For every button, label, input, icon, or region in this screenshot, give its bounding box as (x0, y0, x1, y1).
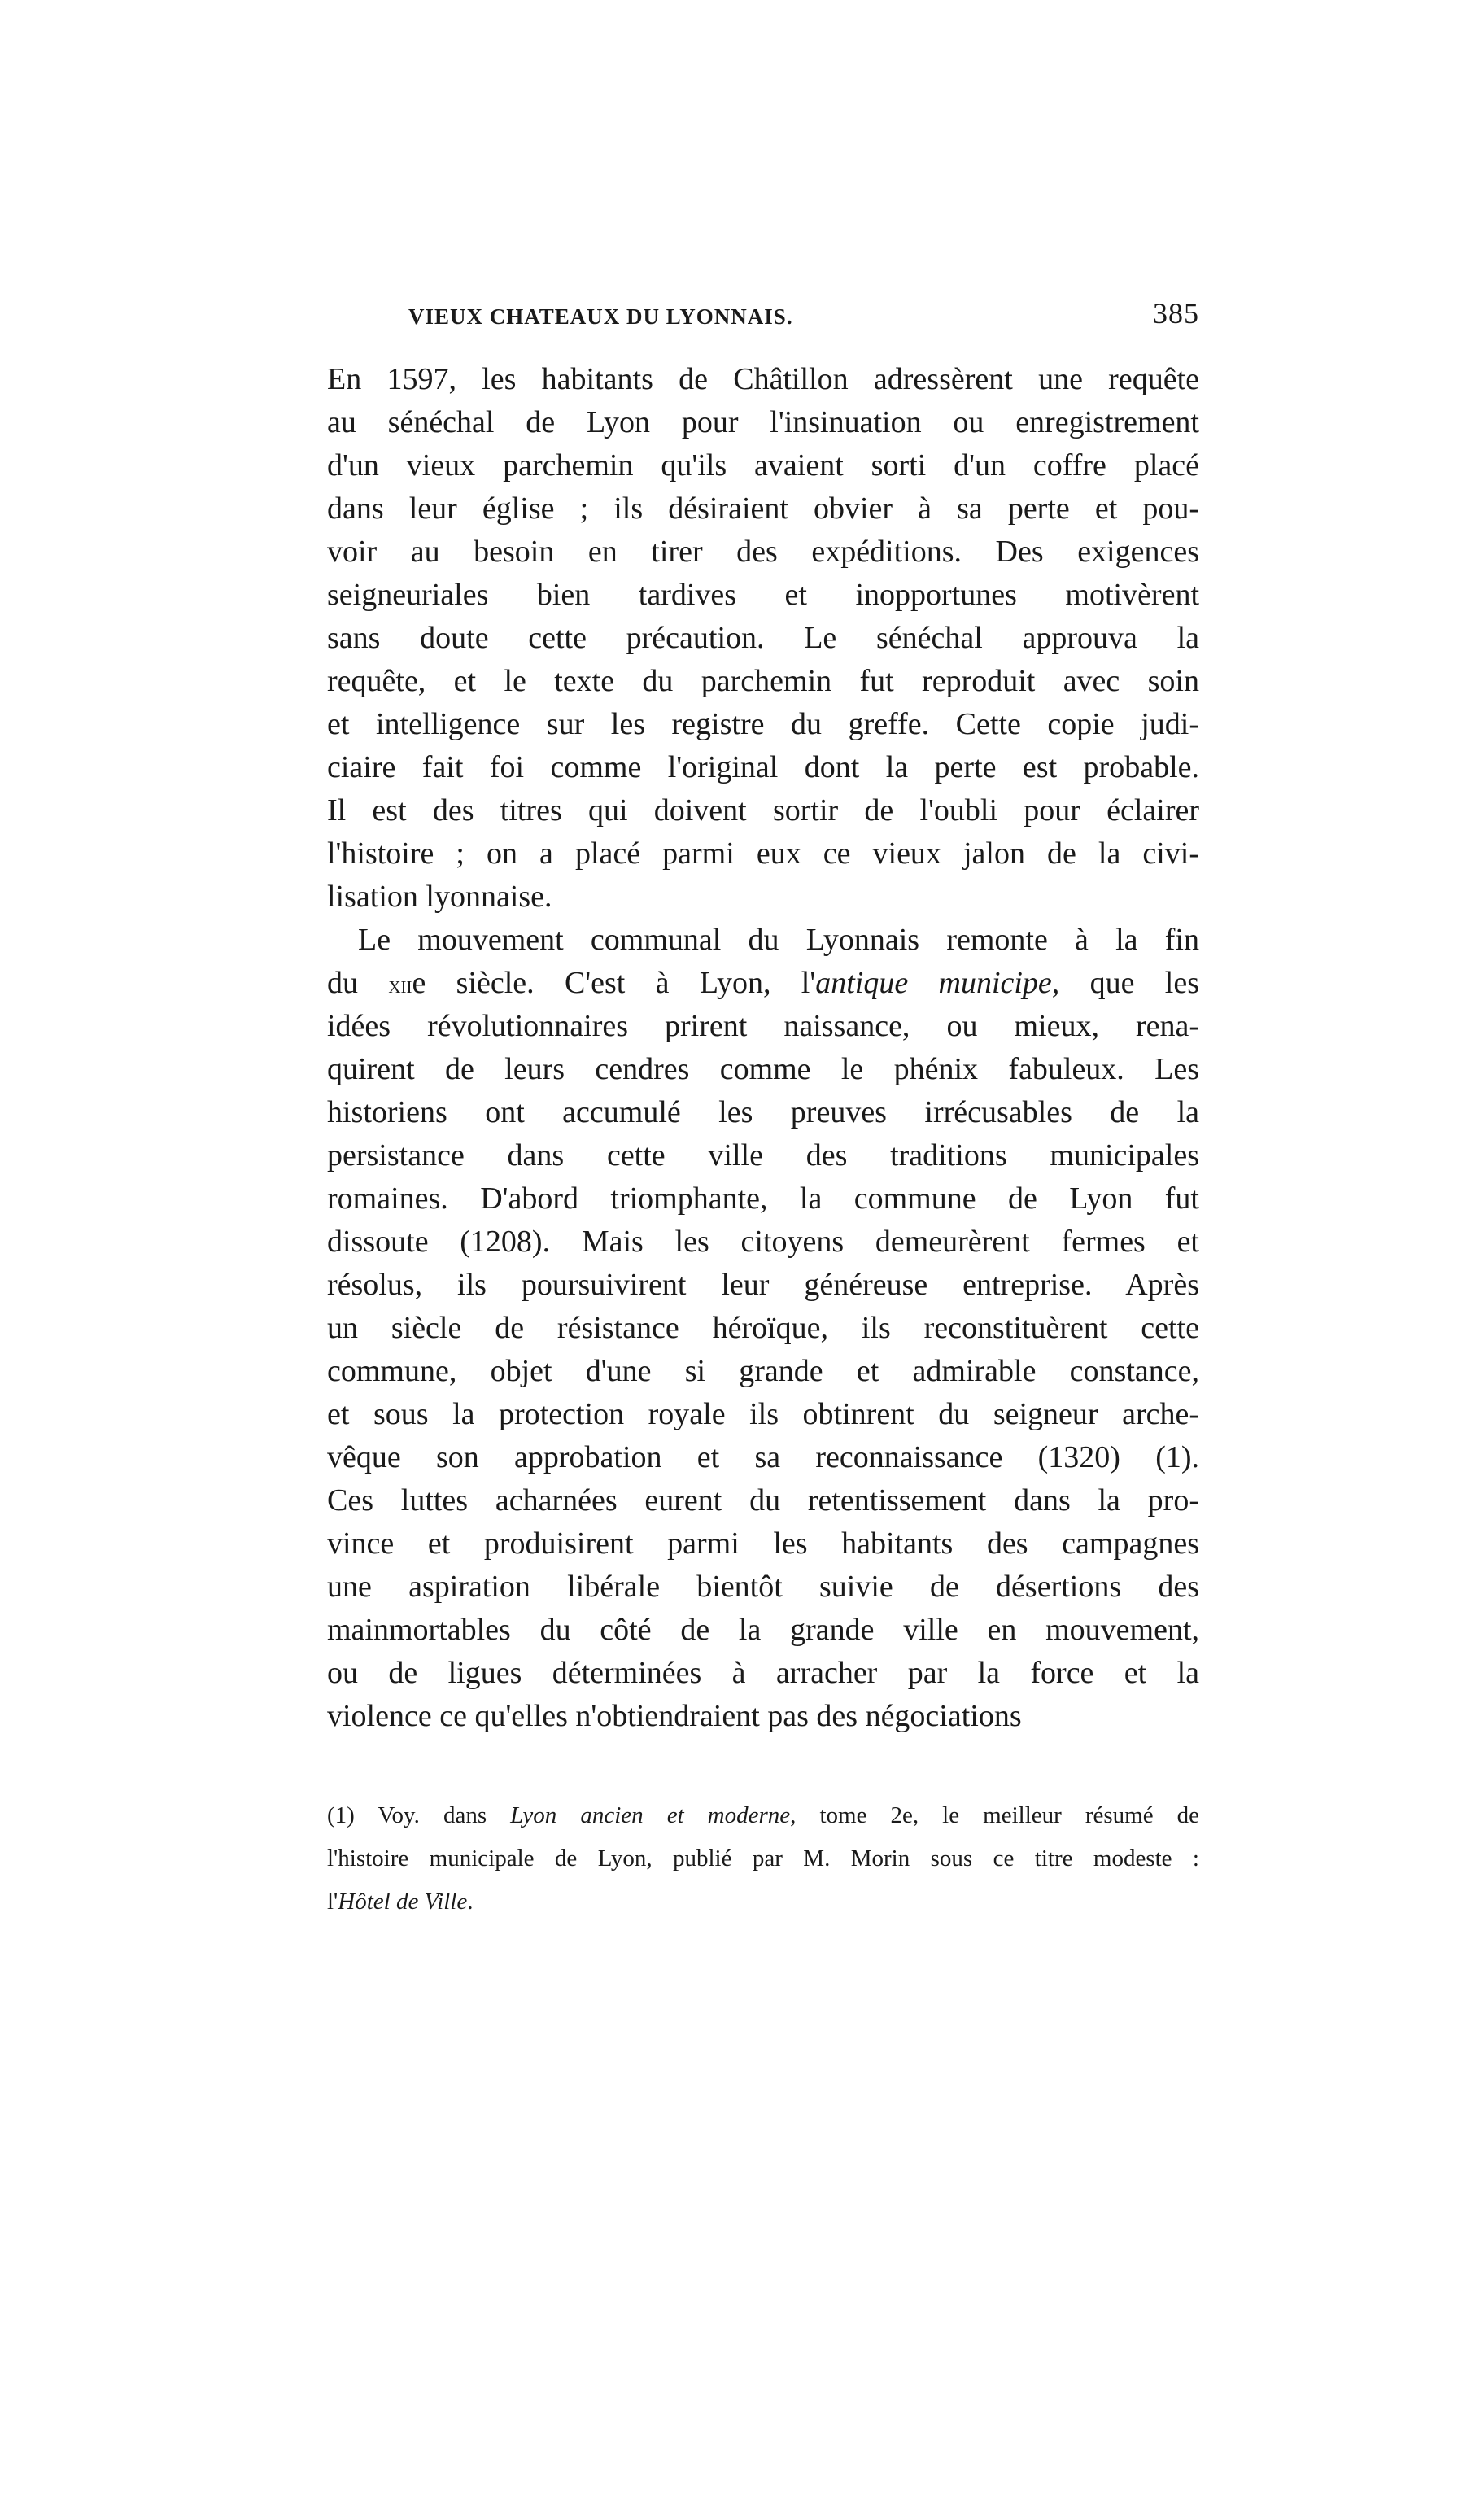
text-run: ciaire fait foi comme l'original dont la perte est probable. (327, 750, 1199, 784)
text-line (327, 1652, 1199, 1695)
text-line (327, 1436, 1199, 1479)
text-run: et sous la protection royale ils obtinrent du seigneur arche- (327, 1397, 1199, 1431)
text-run: xii (388, 971, 412, 998)
text-line (327, 1609, 1199, 1652)
text-run: Hôtel de Ville (338, 1889, 468, 1915)
text-run: vêque son approbation et sa reconnaissance (1320) (1). (327, 1440, 1199, 1474)
text-line (327, 1566, 1199, 1609)
text-run: du (327, 966, 389, 1000)
text-line (327, 746, 1199, 789)
text-run: résolus, ils poursuivirent leur généreuse entreprise. Après (327, 1268, 1199, 1302)
text-line (327, 832, 1199, 876)
text-run: quirent de leurs cendres comme le phénix fabuleux. Les (327, 1052, 1199, 1086)
page-number: 385 (1153, 297, 1199, 330)
text-line (327, 703, 1199, 746)
text-line (327, 1264, 1199, 1307)
text-run: lisation lyonnaise. (327, 880, 552, 914)
text-run: l'histoire municipale de Lyon, publié par M. Morin sous ce titre modeste : (327, 1845, 1199, 1871)
text-line (327, 487, 1199, 531)
text-line (327, 1479, 1199, 1522)
text-run: un siècle de résistance héroïque, ils reconstituèrent cette (327, 1311, 1199, 1345)
text-run: sans doute cette précaution. Le sénéchal approuva la (327, 621, 1199, 655)
text-run: requête, et le texte du parchemin fut reproduit avec soin (327, 664, 1199, 698)
text-run: , tome 2e, le meilleur résumé de (790, 1802, 1199, 1828)
text-run: voir au besoin en tirer des expéditions. Des exigences (327, 535, 1199, 569)
text-run: vince et produisirent parmi les habitants des campagnes (327, 1526, 1199, 1561)
text-run: l'histoire ; on a placé parmi eux ce vieux jalon de la civi- (327, 836, 1199, 871)
footnote (327, 1794, 1199, 1924)
text-run: violence ce qu'elles n'obtiendraient pas des négociations (327, 1699, 1022, 1733)
text-line (327, 1134, 1199, 1177)
footnote-line (327, 1794, 1199, 1837)
text-line (327, 1350, 1199, 1393)
running-title: VIEUX CHATEAUX DU LYONNAIS. (408, 304, 793, 329)
text-line (327, 1048, 1199, 1091)
text-line (327, 358, 1199, 401)
footnote-line (327, 1837, 1199, 1880)
text-line (327, 919, 1199, 962)
text-line (327, 1393, 1199, 1436)
text-line (327, 574, 1199, 617)
text-line (327, 876, 1199, 919)
text-run: Ces luttes acharnées eurent du retentissement dans la pro- (327, 1483, 1199, 1518)
text-run: idées révolutionnaires prirent naissance, ou mieux, rena- (327, 1009, 1199, 1043)
text-run: d'un vieux parchemin qu'ils avaient sorti d'un coffre placé (327, 448, 1199, 483)
text-run: e siècle. C'est à Lyon, l' (412, 966, 816, 1000)
text-line (327, 444, 1199, 487)
text-run: dissoute (1208). Mais les citoyens demeurèrent fermes et (327, 1225, 1199, 1259)
text-line (327, 1522, 1199, 1566)
text-run: ou de ligues déterminées à arracher par la force et la (327, 1656, 1199, 1690)
text-run: et intelligence sur les registre du greffe. Cette copie judi- (327, 707, 1199, 741)
text-line (327, 660, 1199, 703)
text-line (327, 1221, 1199, 1264)
text-run: romaines. D'abord triomphante, la commune de Lyon fut (327, 1181, 1199, 1216)
text-line (327, 1091, 1199, 1134)
text-run: l' (327, 1889, 338, 1915)
text-line (327, 1005, 1199, 1048)
text-line (327, 789, 1199, 832)
text-line (327, 1695, 1199, 1738)
page-header (327, 295, 1199, 337)
text-run: au sénéchal de Lyon pour l'insinuation ou enregistrement (327, 405, 1199, 439)
body-text (327, 358, 1199, 1738)
text-run: antique municipe (815, 966, 1052, 1000)
text-line (327, 962, 1199, 1005)
text-run: (1) Voy. dans (327, 1802, 511, 1828)
text-line (327, 1307, 1199, 1350)
text-run: seigneuriales bien tardives et inopportunes motivèrent (327, 578, 1199, 612)
text-run: Il est des titres qui doivent sortir de l'oubli pour éclairer (327, 793, 1199, 828)
text-run: commune, objet d'une si grande et admirable constance, (327, 1354, 1199, 1388)
text-run: Le mouvement communal du Lyonnais remonte à la fin (358, 923, 1199, 957)
text-run: Lyon ancien et moderne (510, 1802, 791, 1828)
text-line (327, 401, 1199, 444)
text-run: , que les (1051, 966, 1199, 1000)
text-run: . (467, 1889, 474, 1915)
footnote-line (327, 1880, 1199, 1924)
text-line (327, 1177, 1199, 1221)
text-run: une aspiration libérale bientôt suivie de désertions des (327, 1570, 1199, 1604)
text-line (327, 617, 1199, 660)
text-run: mainmortables du côté de la grande ville en mouvement, (327, 1613, 1199, 1647)
text-run: dans leur église ; ils désiraient obvier à sa perte et pou- (327, 491, 1199, 526)
text-run: En 1597, les habitants de Châtillon adressèrent une requête (327, 362, 1199, 396)
text-run: historiens ont accumulé les preuves irrécusables de la (327, 1095, 1199, 1129)
text-line (327, 531, 1199, 574)
text-run: persistance dans cette ville des traditions municipales (327, 1138, 1199, 1173)
